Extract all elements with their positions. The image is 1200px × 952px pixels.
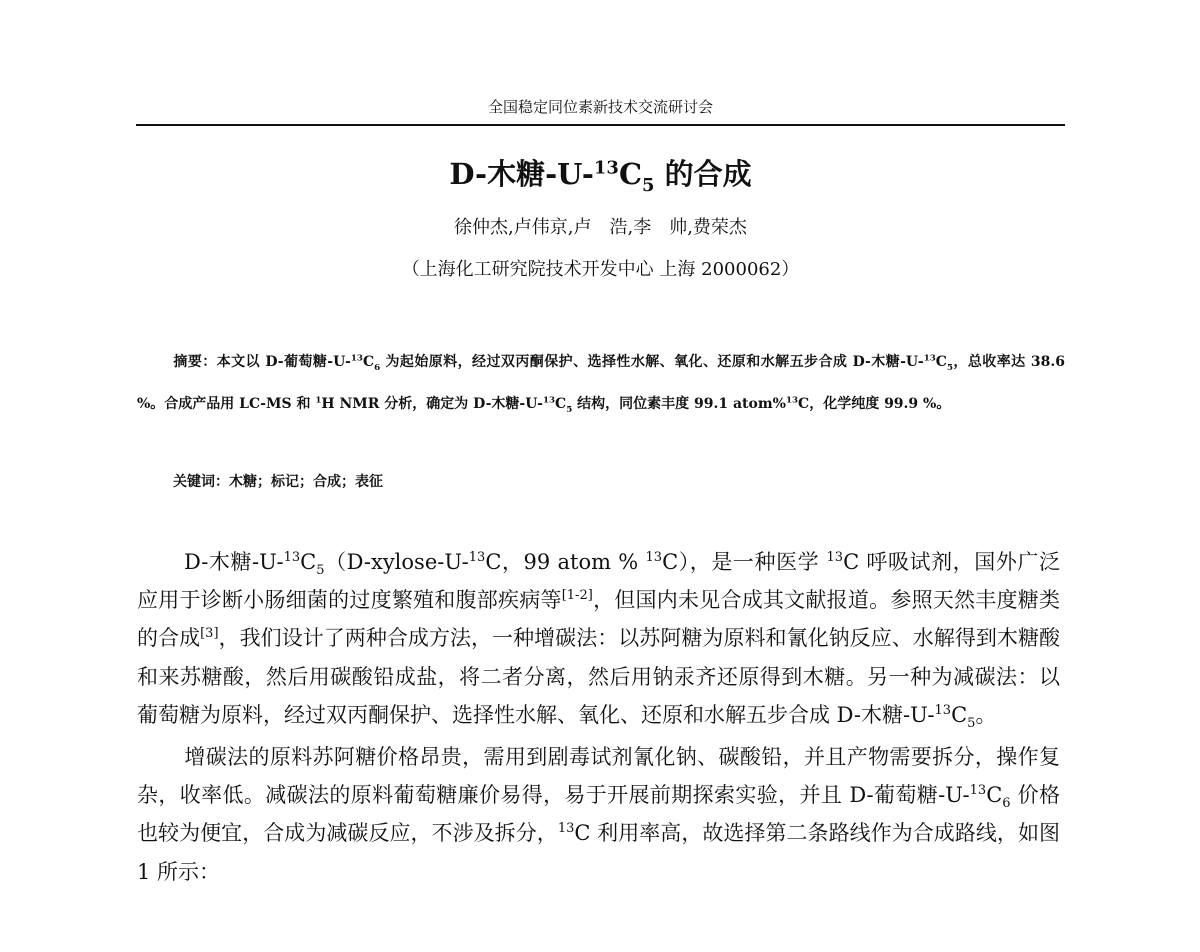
para-sup: 13 — [969, 783, 987, 799]
para-text: （D-xylose-U- — [324, 550, 469, 574]
paper-title — [136, 152, 1065, 196]
keywords — [173, 468, 1063, 496]
abstract-text: H NMR 分析，确定为 D-木糖-U- — [321, 396, 543, 412]
abstract — [137, 341, 1065, 425]
para-text: C，99 atom % — [485, 550, 646, 574]
para-text: 。 — [975, 702, 997, 727]
para-sup: 13 — [283, 550, 301, 565]
abstract-sub: 5 — [946, 362, 953, 373]
abstract-sub: 6 — [374, 362, 381, 373]
title-sub: 5 — [642, 174, 655, 196]
keywords-text: 木糖；标记；合成；表征 — [229, 474, 383, 490]
header-rule — [136, 124, 1065, 126]
para-text: C 利用率高，故选择第二条路线作为合成路线，如图 1 所示： — [137, 821, 1061, 884]
title-prefix: D-木糖-U- — [449, 157, 594, 191]
title-suffix: 的合成 — [654, 157, 752, 191]
para-sup: 13 — [934, 702, 952, 718]
para-text: 价格也较为便宜，合成为减碳反应，不涉及拆分， — [137, 783, 1060, 846]
para-sup: 13 — [645, 550, 663, 565]
abstract-text: C — [935, 354, 947, 370]
keywords-label: 关键词： — [173, 474, 229, 490]
para-text: ，但国内未见合成其文献报道。参照天然丰度糖类的合成 — [137, 588, 1060, 651]
body-text — [137, 543, 1060, 895]
para-text: 增碳法的原料苏阿糖价格昂贵，需用到剧毒试剂氰化钠、碳酸铅，并且产物需要拆分，操作复杂，收率低。减碳法的原料葡萄糖廉价易得，易于开展前期探索实验，并且 D-葡萄糖-U- — [137, 745, 1060, 808]
abstract-text: ，总收率达 38.6 %。合成产品用 LC-MS 和 — [137, 354, 1066, 412]
abstract-text: C — [362, 354, 375, 370]
para-sup: 13 — [557, 821, 575, 837]
title-isotope-sup: 13 — [593, 157, 619, 179]
abstract-sup: 13 — [785, 395, 799, 406]
para-sub: 6 — [1002, 796, 1011, 812]
abstract-sup: 13 — [350, 353, 363, 364]
authors: 徐仲杰,卢伟京,卢 浩,李 帅,费荣杰 — [454, 217, 747, 238]
abstract-text: C — [555, 396, 567, 412]
running-header: 全国稳定同位素新技术交流研讨会 — [487, 98, 713, 116]
abstract-text: 结构，同位素丰度 99.1 atom% — [572, 396, 786, 412]
affiliation: （上海化工研究院技术开发中心 上海 2000062） — [401, 259, 800, 280]
abstract-label: 摘要： — [173, 354, 217, 370]
para-text: ，我们设计了两种合成方法，一种增碳法：以苏阿糖为原料和氰化钠反应、水解得到木糖酸和来苏糖酸，然后用碳酸铅成盐，将二者分离，然后用钠汞齐还原得到木糖。另一种为减碳法：以葡萄糖为原料，经过双丙酮保护、选择性水解、氧化、还原和水解五步合成 D-木糖-U- — [137, 626, 1060, 727]
citation-ref: [3] — [200, 626, 219, 642]
abstract-sup: 13 — [542, 395, 556, 406]
para-sup: 13 — [468, 550, 486, 565]
abstract-sup: 13 — [923, 353, 936, 364]
para-sub: 5 — [316, 563, 325, 579]
abstract-sup: 1 — [315, 395, 322, 406]
para-text: C — [300, 550, 317, 574]
paragraph-2 — [137, 738, 1060, 891]
abstract-text: 本文以 D-葡萄糖-U- — [216, 354, 351, 370]
para-text: C — [986, 783, 1003, 808]
abstract-text: C，化学纯度 99.9 %。 — [798, 396, 951, 412]
para-sub: 5 — [967, 716, 976, 731]
para-sup: 13 — [826, 550, 844, 565]
abstract-text: 为起始原料，经过双丙酮保护、选择性水解、氧化、还原和水解五步合成 D-木糖-U- — [380, 354, 924, 370]
para-text: D-木糖-U- — [184, 550, 284, 574]
abstract-sub: 5 — [566, 404, 573, 415]
paragraph-1 — [137, 543, 1060, 734]
para-text: C），是一种医学 — [662, 550, 827, 574]
citation-ref: [1-2] — [561, 588, 593, 604]
para-text: C 呼吸试剂，国外广泛应用于诊断小肠细菌的过度繁殖和腹部疾病等 — [137, 550, 1060, 613]
title-base: C — [618, 157, 643, 191]
para-text: C — [951, 702, 968, 727]
